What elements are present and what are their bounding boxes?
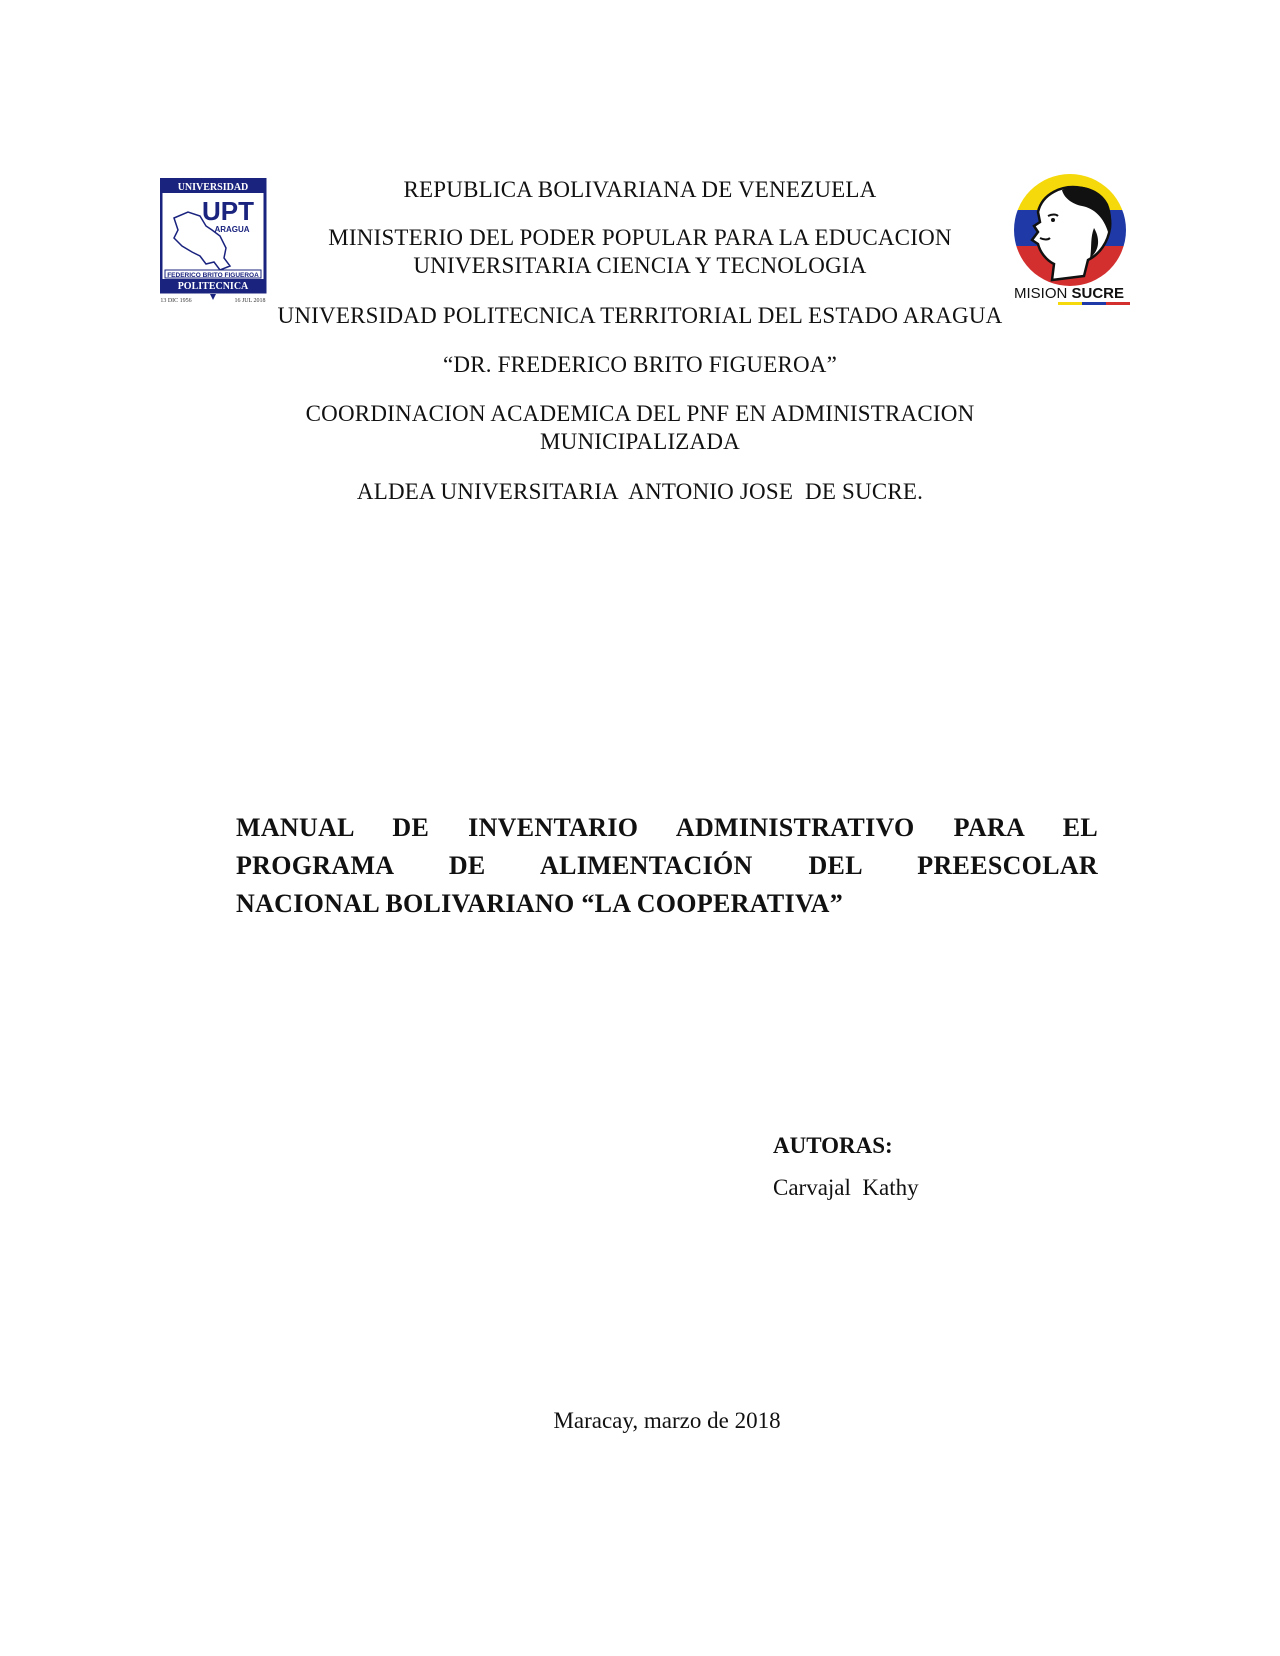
- mision-sucre-label: MISION SUCRE: [1014, 285, 1125, 302]
- university-heading: UNIVERSIDAD POLITECNICA TERRITORIAL DEL ESTADO ARAGUA: [277, 303, 1003, 328]
- upt-logo-sub-text: ARAGUA: [214, 225, 250, 234]
- upt-logo-date-right: 16 JUL 2018: [234, 298, 266, 304]
- author-name: Carvajal Kathy: [773, 1175, 919, 1200]
- ministry-line-2: UNIVERSITARIA CIENCIA Y TECNOLOGIA: [413, 253, 867, 278]
- title-line-1: MANUAL DE INVENTARIO ADMINISTRATIVO PARA EL: [236, 813, 1098, 842]
- ministry-line-1: MINISTERIO DEL PODER POPULAR PARA LA EDUCACION: [328, 225, 952, 250]
- upt-logo-bottom-text: POLITECNICA: [177, 281, 249, 292]
- upt-logo-date-left: 13 DIC 1956: [160, 298, 192, 304]
- upt-logo-band-text: FEDERICO BRITO FIGUEROA: [167, 272, 259, 279]
- coordination-line-2: MUNICIPALIZADA: [539, 429, 740, 454]
- aldea-heading: ALDEA UNIVERSITARIA ANTONIO JOSE DE SUCRE.: [356, 479, 924, 504]
- title-line-2: PROGRAMA DE ALIMENTACIÓN DEL PREESCOLAR: [236, 851, 1098, 880]
- upt-logo-top-text: UNIVERSIDAD: [177, 182, 249, 193]
- republic-heading: REPUBLICA BOLIVARIANA DE VENEZUELA: [403, 177, 877, 202]
- authors-label: AUTORAS:: [773, 1133, 893, 1158]
- document-title: [236, 809, 1098, 923]
- coordination-line-1: COORDINACION ACADEMICA DEL PNF EN ADMINISTRACION: [305, 401, 975, 426]
- upt-logo-big-text: UPT: [202, 196, 254, 226]
- title-line-3: NACIONAL BOLIVARIANO “LA COOPERATIVA”: [236, 889, 844, 918]
- place-date: Maracay, marzo de 2018: [553, 1408, 781, 1433]
- university-name: “DR. FREDERICO BRITO FIGUEROA”: [442, 352, 838, 377]
